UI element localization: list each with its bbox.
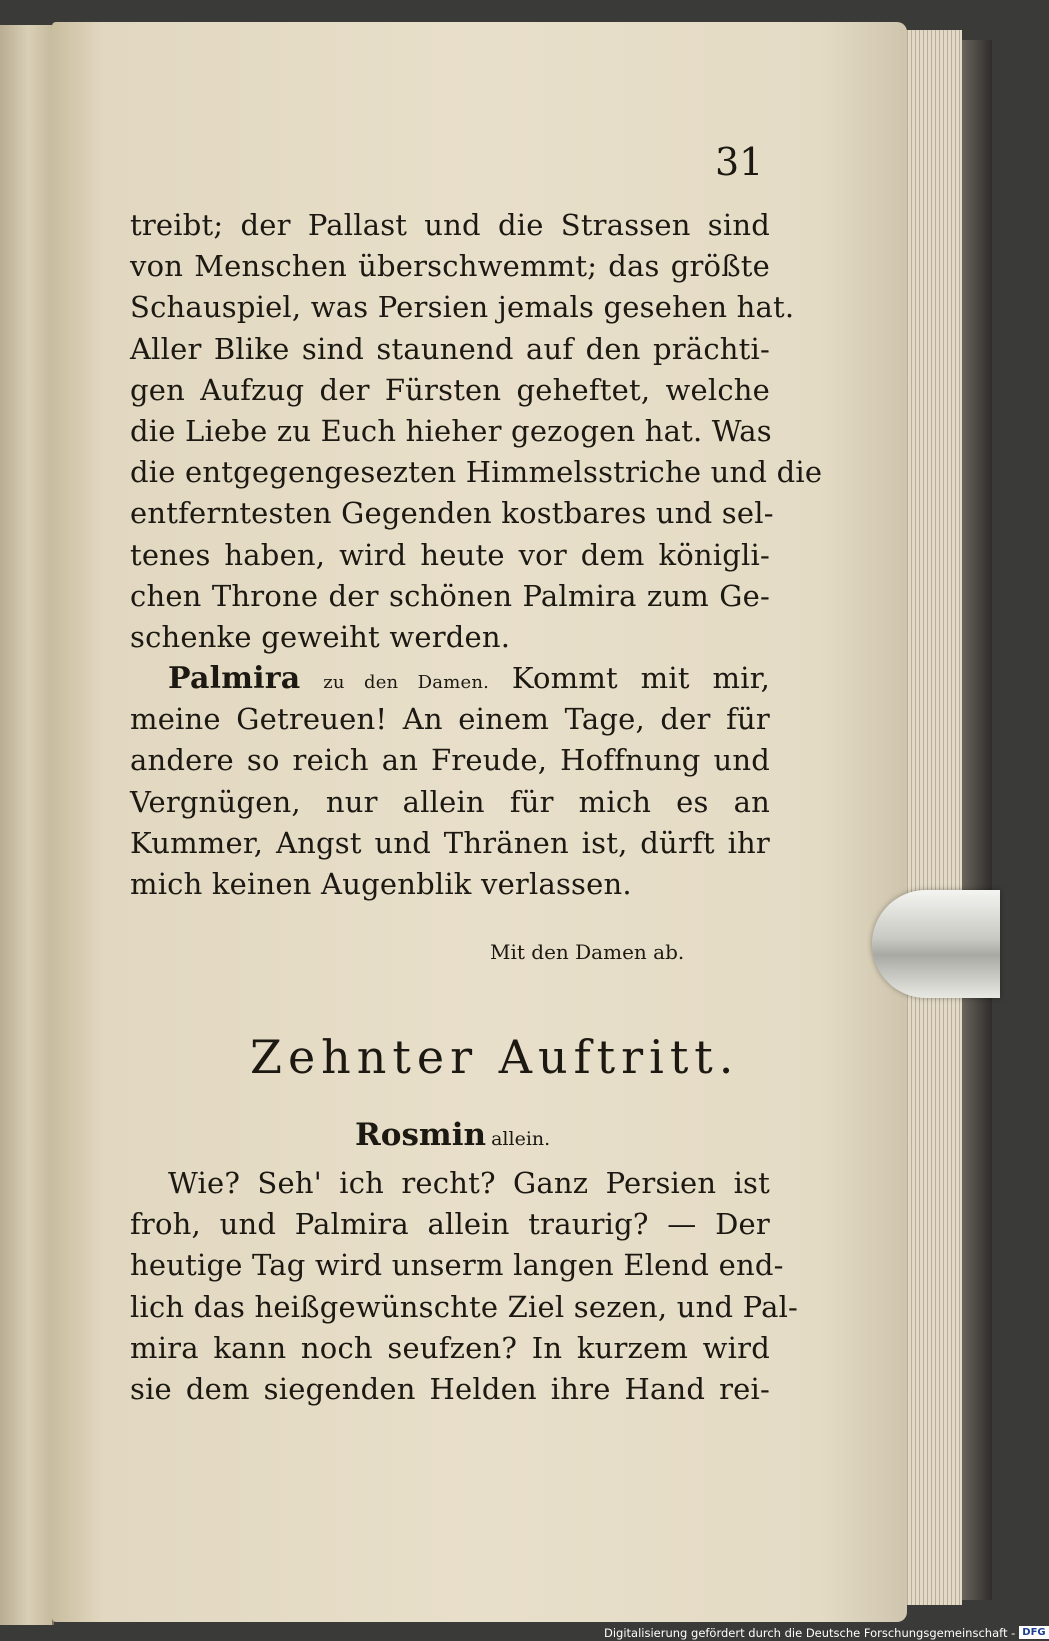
text-line: heutige Tag wird unserm langen Elend end- [130,1248,784,1283]
scene-heading: Zehnter Auftritt. [250,1030,740,1084]
text-line: Wie? Seh' ich recht? Ganz Persien ist [168,1166,770,1200]
character-heading [355,1117,550,1153]
text-line: die Liebe zu Euch hieher gezogen hat. Was [130,413,772,448]
character-direction: allein. [491,1128,551,1150]
character-name: Rosmin [355,1117,487,1153]
text-line: lich das heißgewünschte Ziel sezen, und Pal- [130,1289,799,1324]
text-line: andere so reich an Freude, Hoffnung und [130,743,770,778]
facing-page-edge [0,25,54,1625]
speaker-name: Palmira [168,661,301,697]
text-line: sie dem siegenden Helden ihre Hand rei- [130,1371,770,1406]
speech-text: Kommt mit mir, [511,661,770,696]
text-line: Schauspiel, was Persien jemals gesehen hat. [130,290,795,325]
text-line: meine Getreuen! An einem Tage, der für [130,702,770,737]
stage-direction: zu den Damen. [323,672,490,694]
text-line: mira kann noch seufzen? In kurzem wird [130,1330,770,1365]
text-line: tenes haben, wird heute vor dem königli- [130,537,770,572]
text-line: treibt; der Pallast und die Strassen sind [130,208,770,242]
page-clip [872,890,1000,998]
text-line: Vergnügen, nur allein für mich es an [130,784,770,819]
dialogue-continued [130,205,823,905]
footer-text: Digitalisierung gefördert durch die Deutsche Forschungsgemeinschaft - [604,1625,1016,1640]
rosmin-monologue [130,1163,799,1410]
text-line: Aller Blike sind staunend auf den prächti- [130,331,770,366]
speech-first-line [130,658,770,699]
text-line: die entgegengesezten Himmelsstriche und die [130,455,823,490]
text-line: schenke geweiht werden. [130,619,511,654]
dfg-logo-badge: DFG [1019,1626,1048,1639]
text-line: von Menschen überschwemmt; das größte [130,249,770,284]
page-number: 31 [715,140,764,184]
text-line: froh, und Palmira allein traurig? — Der [130,1207,770,1242]
text-line: gen Aufzug der Fürsten geheftet, welche [130,372,770,407]
digitization-footer [604,1624,1049,1641]
book-shadow [962,40,992,1600]
text-line: Kummer, Angst und Thränen ist, dürft ihr [130,825,770,860]
text-line: entferntesten Gegenden kostbares und sel- [130,496,774,531]
text-line: mich keinen Augenblik verlassen. [130,867,632,901]
text-line: chen Throne der schönen Palmira zum Ge- [130,578,770,613]
exit-stage-direction: Mit den Damen ab. [490,940,685,964]
